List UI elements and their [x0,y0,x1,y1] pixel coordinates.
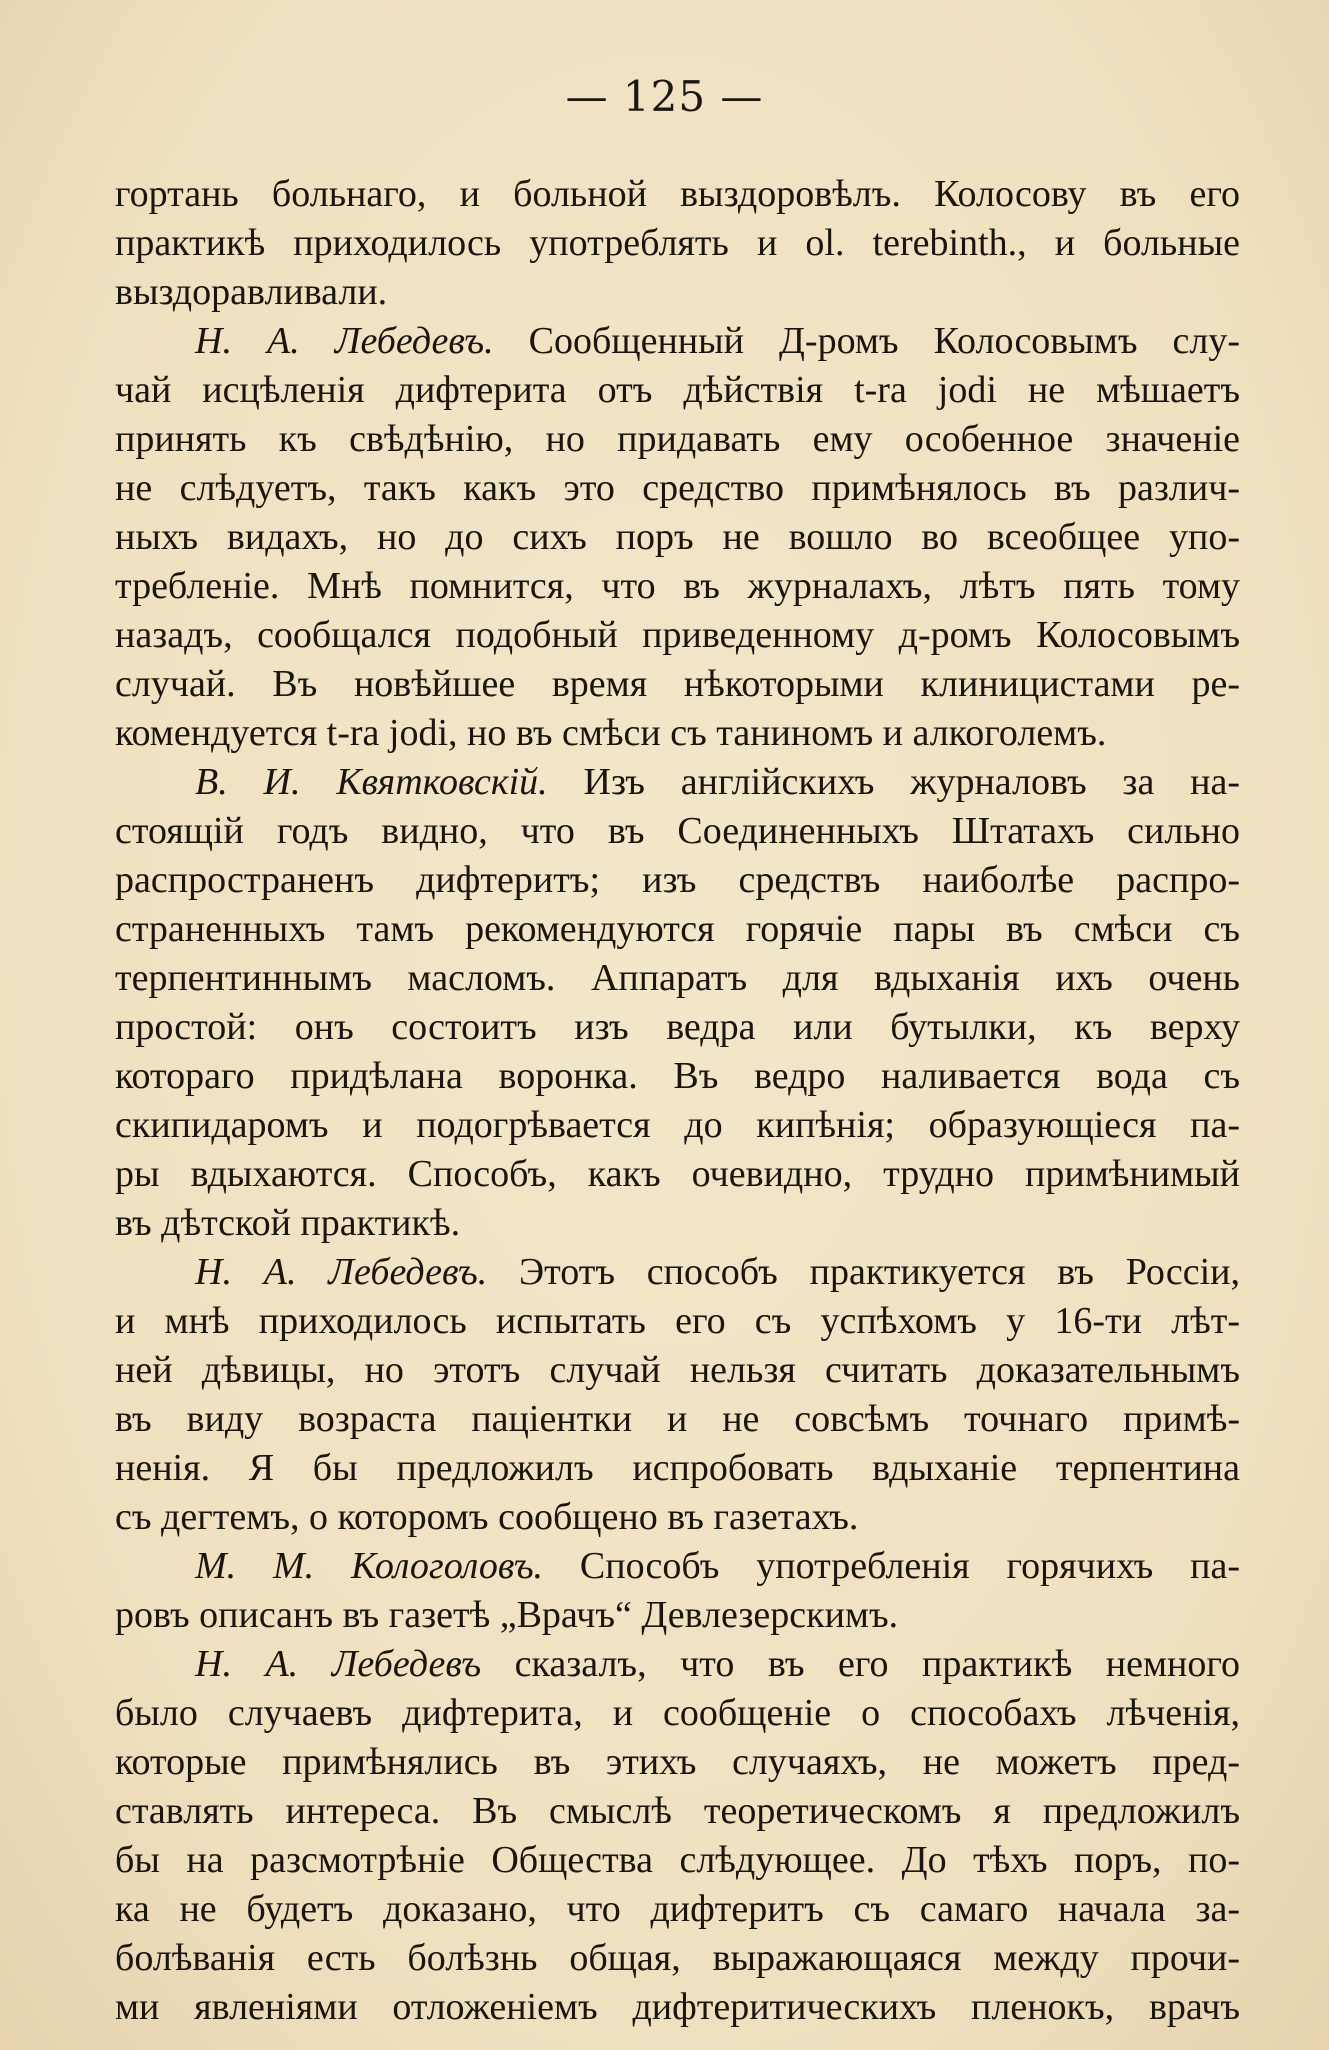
text-line [115,219,1240,268]
text-line [115,1836,1240,1885]
text-line [115,611,1240,660]
line-text: простой: онъ состоитъ изъ ведра или бутылки, къ верху [115,1006,1240,1048]
text-line [115,1542,1240,1591]
text-line [115,1493,1240,1542]
text-line [115,1640,1240,1689]
line-text: выздоравливали. [115,271,388,313]
line-text: гортань больнаго, и больной выздоровѣлъ. Колосову въ его [115,173,1240,215]
text-line [115,317,1240,366]
text-line [115,954,1240,1003]
line-text: практикѣ приходилось употреблять и ol. terebinth., и больные [115,222,1240,264]
line-text: страненныхъ тамъ рекомендуются горячіе пары въ смѣси съ [115,908,1240,950]
line-text: скипидаромъ и подогрѣвается до кипѣнія; образующіеся па- [115,1104,1240,1146]
line-text: Способъ употребленія горячихъ па- [543,1545,1240,1587]
line-text: случай. Въ новѣйшее время нѣкоторыми клиницистами ре- [115,663,1240,705]
speaker-name: Н. А. Лебедевъ [195,1643,482,1685]
text-line [115,562,1240,611]
line-text: съ дегтемъ, о которомъ сообщено въ газетахъ. [115,1496,859,1538]
text-line [115,905,1240,954]
line-text: и мнѣ приходилось испытать его съ успѣхомъ у 16-ти лѣт- [115,1300,1240,1342]
text-line [115,807,1240,856]
line-text: стоящій годъ видно, что въ Соединенныхъ Штатахъ сильно [115,810,1240,852]
line-text: ровъ описанъ въ газетѣ „Врачъ“ Девлезерскимъ. [115,1594,899,1636]
line-text: котораго придѣлана воронка. Въ ведро наливается вода съ [115,1055,1240,1097]
line-text: ка не будетъ доказано, что дифтеритъ съ самаго начала за- [115,1888,1240,1930]
line-text: принять къ свѣдѣнію, но придавать ему особенное значеніе [115,418,1240,460]
line-text: ней дѣвицы, но этотъ случай нельзя считать доказательнымъ [115,1349,1240,1391]
text-line [115,1444,1240,1493]
text-line [115,856,1240,905]
line-text: болѣванія есть болѣзнь общая, выражающаяся между прочи- [115,1937,1240,1979]
line-text: терпентиннымъ масломъ. Аппаратъ для вдыханія ихъ очень [115,957,1240,999]
text-line [115,1052,1240,1101]
page-number: — 125 — [565,72,764,121]
text-line [115,1297,1240,1346]
line-text: въ дѣтской практикѣ. [115,1202,461,1244]
line-text: комендуется t-ra jodi, но въ смѣси съ таниномъ и алкоголемъ. [115,712,1107,754]
text-line [115,415,1240,464]
text-line [115,1738,1240,1787]
line-text: Этотъ способъ практикуется въ Россіи, [487,1251,1240,1293]
text-line [115,1199,1240,1248]
line-text: ненія. Я бы предложилъ испробовать вдыханіе терпентина [115,1447,1240,1489]
line-text: бы на разсмотрѣніе Общества слѣдующее. До тѣхъ поръ, по- [115,1839,1240,1881]
text-line [115,1101,1240,1150]
text-line [115,1983,1240,2032]
text-line [115,758,1240,807]
text-line [115,1934,1240,1983]
text-line [115,1248,1240,1297]
line-text: ныхъ видахъ, но до сихъ поръ не вошло во всеобщее упо- [115,516,1240,558]
line-text: Изъ англійскихъ журналовъ за на- [547,761,1240,803]
text-line [115,1395,1240,1444]
line-text: требленіе. Мнѣ помнится, что въ журналахъ, лѣтъ пять тому [115,565,1240,607]
line-text: Сообщенный Д-ромъ Колосовымъ слу- [493,320,1240,362]
text-line [115,1150,1240,1199]
text-line [115,709,1240,758]
text-line [115,268,1240,317]
line-text: распространенъ дифтеритъ; изъ средствъ наиболѣе распро- [115,859,1240,901]
speaker-name: Н. А. Лебедевъ. [195,320,494,362]
text-line [115,1885,1240,1934]
text-line [115,660,1240,709]
text-line [115,513,1240,562]
line-text: сказалъ, что въ его практикѣ немного [481,1643,1240,1685]
text-line [115,1003,1240,1052]
text-line [115,464,1240,513]
line-text: въ виду возраста паціентки и не совсѣмъ точнаго примѣ- [115,1398,1240,1440]
text-line [115,366,1240,415]
speaker-name: В. И. Квятковскій. [195,761,548,803]
line-text: было случаевъ дифтерита, и сообщеніе о способахъ лѣченія, [115,1692,1240,1734]
text-line [115,1346,1240,1395]
text-line [115,1787,1240,1836]
line-text: чай исцѣленія дифтерита отъ дѣйствія t-ra jodi не мѣшаетъ [115,369,1240,411]
line-text: ры вдыхаются. Способъ, какъ очевидно, трудно примѣнимый [115,1153,1240,1195]
line-text: которые примѣнялись въ этихъ случаяхъ, не можетъ пред- [115,1741,1240,1783]
line-text: ми явленіями отложеніемъ дифтеритическихъ пленокъ, врачъ [115,1986,1240,2028]
text-line [115,170,1240,219]
text-line [115,1591,1240,1640]
text-line [115,1689,1240,1738]
body-text [115,170,1240,2032]
speaker-name: Н. А. Лебедевъ. [195,1251,488,1293]
line-text: не слѣдуетъ, такъ какъ это средство примѣнялось въ различ- [115,467,1240,509]
speaker-name: М. М. Кологоловъ. [195,1545,544,1587]
line-text: ставлять интереса. Въ смыслѣ теоретическомъ я предложилъ [115,1790,1240,1832]
line-text: назадъ, сообщался подобный приведенному д-ромъ Колосовымъ [115,614,1240,656]
